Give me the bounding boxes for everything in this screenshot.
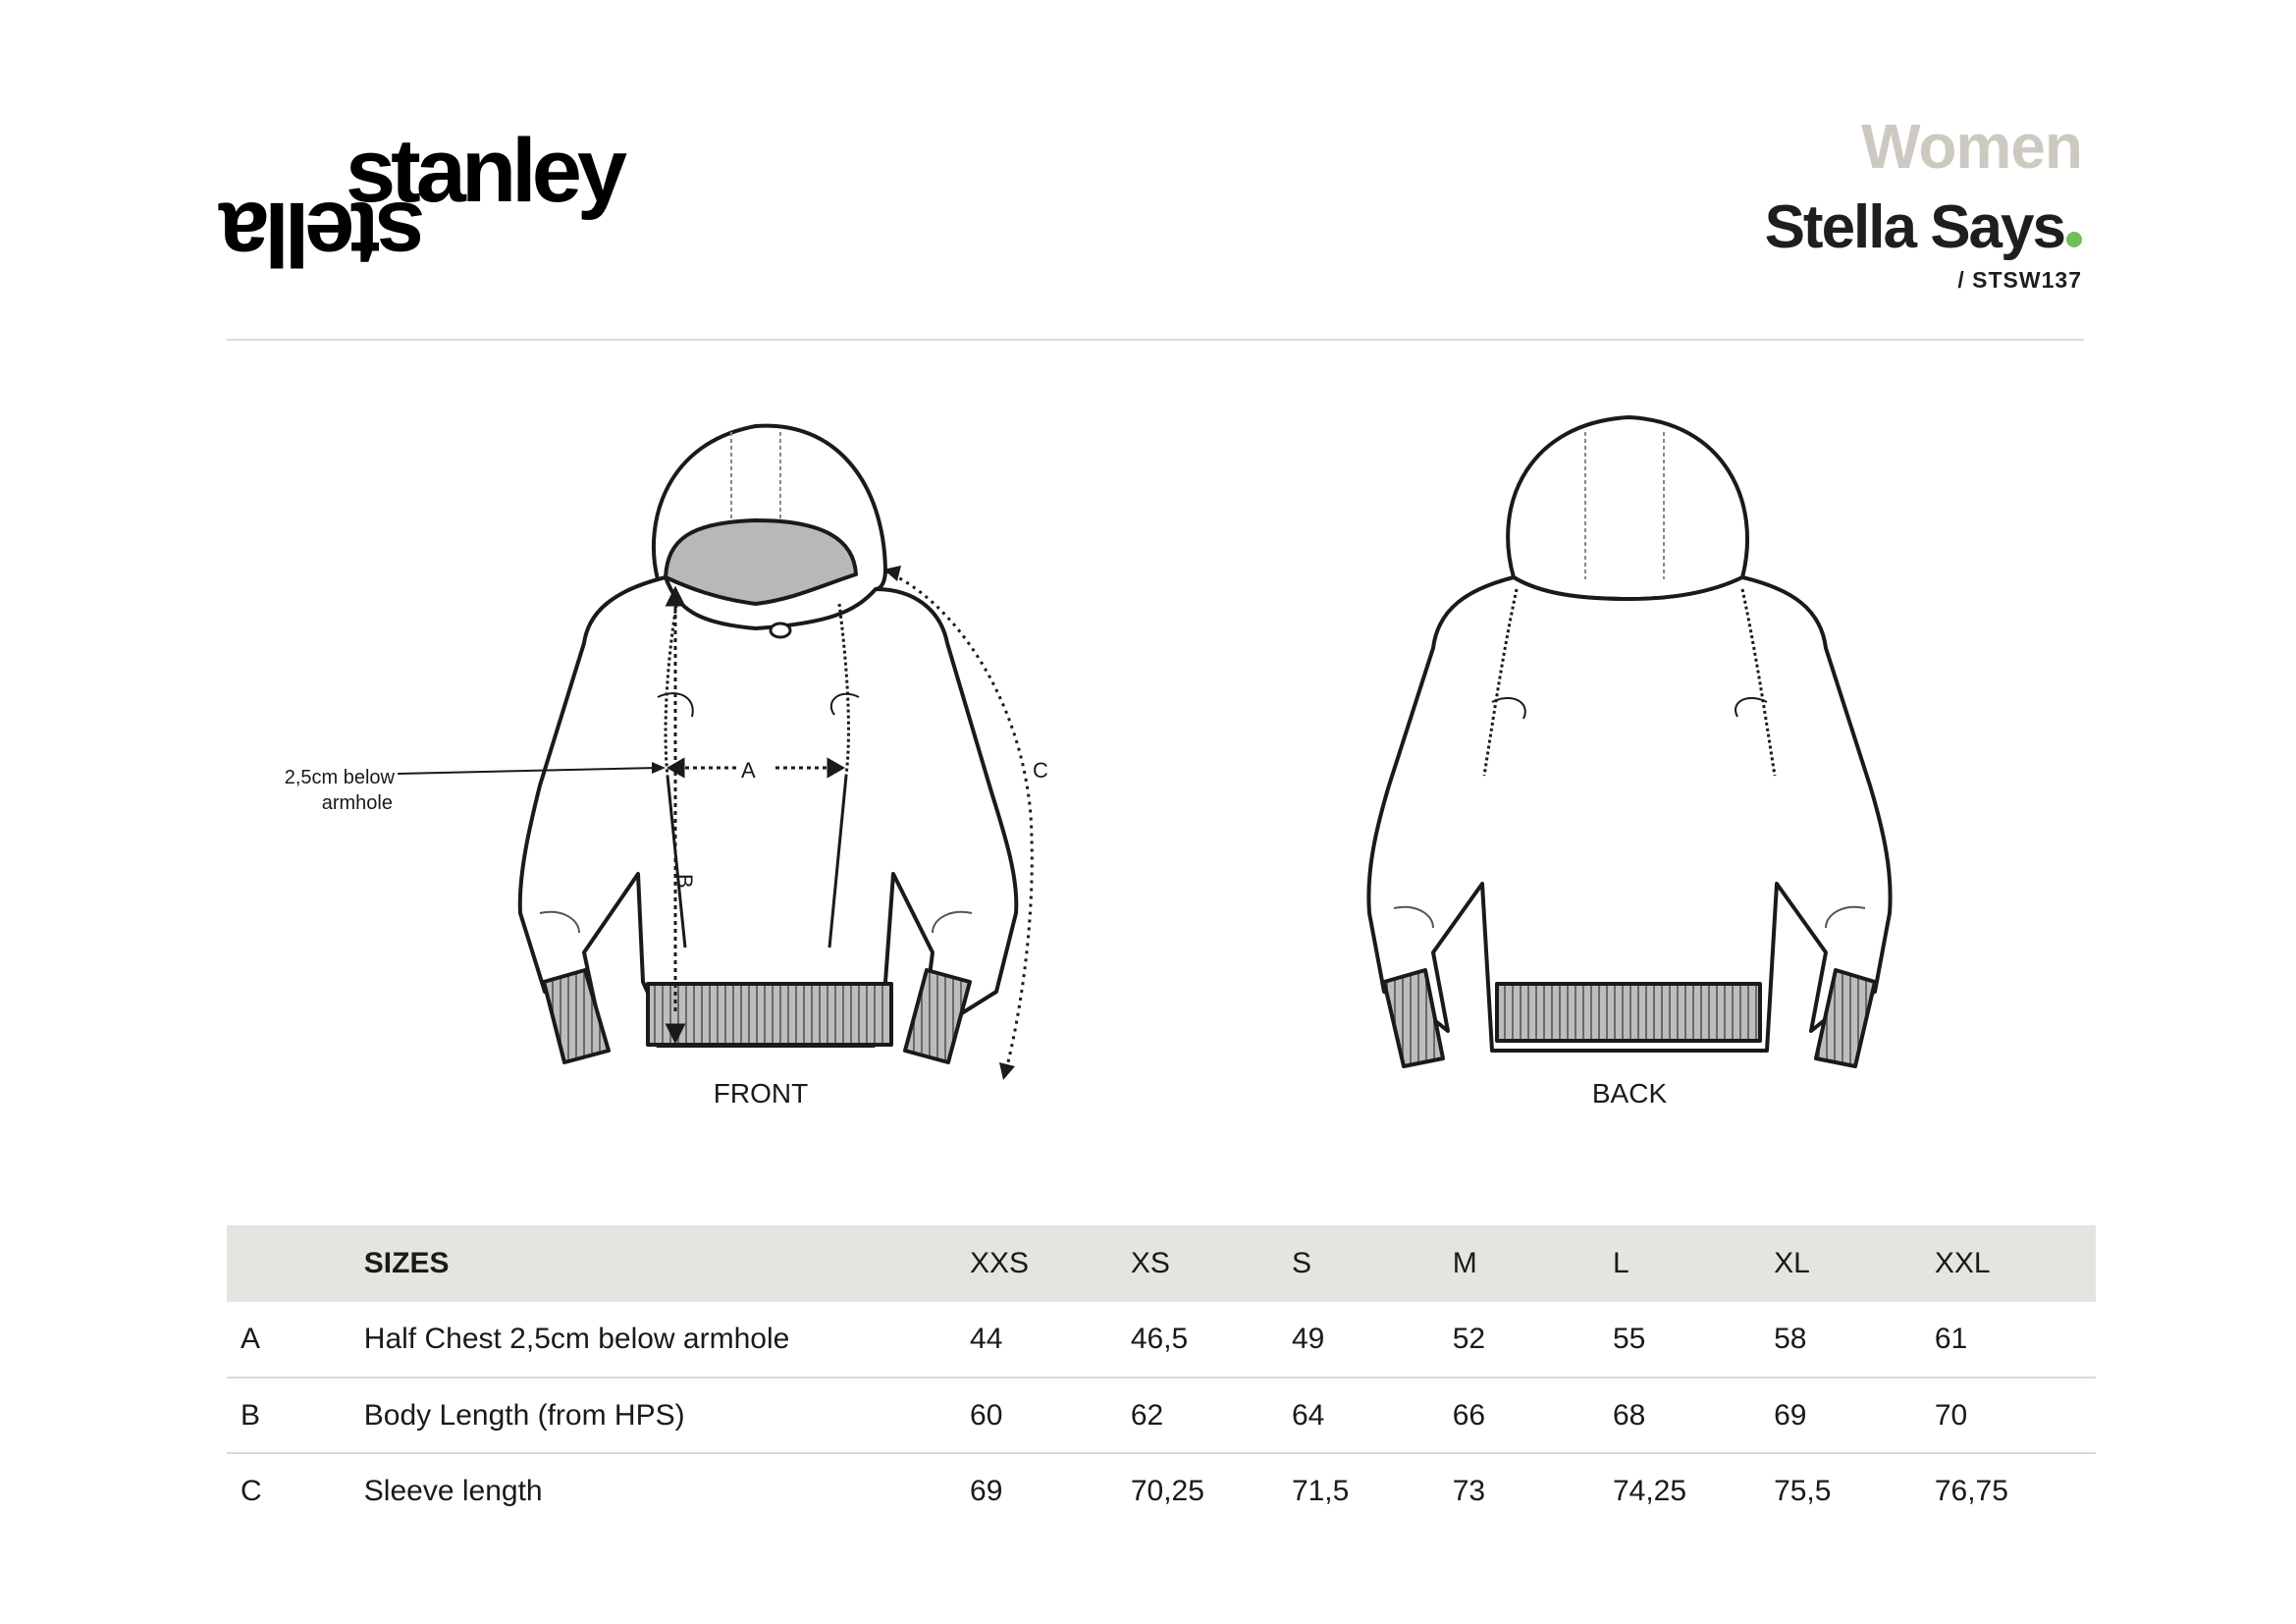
row-key: C xyxy=(240,1475,262,1507)
logo-word-stella: stella xyxy=(224,184,426,284)
cell-value: 52 xyxy=(1452,1323,1486,1355)
row-label: Sleeve length xyxy=(363,1475,543,1507)
cell-value: 73 xyxy=(1452,1475,1486,1507)
cell-value: 66 xyxy=(1452,1398,1486,1432)
cell-value: 58 xyxy=(1774,1323,1807,1355)
size-col: S xyxy=(1291,1247,1311,1279)
back-body xyxy=(1368,577,1890,1051)
cell-value: 64 xyxy=(1291,1398,1325,1432)
table-row xyxy=(227,1453,2096,1529)
cell-value: 70 xyxy=(1934,1398,1968,1432)
row-key: B xyxy=(240,1398,261,1432)
annotation-line2: armhole xyxy=(321,792,393,814)
marker-a-label: A xyxy=(741,758,756,783)
cell-value: 62 xyxy=(1130,1398,1164,1432)
cell-value: 60 xyxy=(970,1398,1003,1432)
size-col: M xyxy=(1452,1247,1477,1279)
front-waistband xyxy=(648,984,891,1045)
marker-b-label: B xyxy=(672,874,697,889)
size-col: XXL xyxy=(1934,1247,1991,1279)
logo-word-stanley: stanley xyxy=(346,121,623,221)
brand-logo xyxy=(224,121,623,284)
front-hood-lining xyxy=(666,520,856,604)
table-row xyxy=(227,1378,2096,1453)
front-left-cuff xyxy=(544,970,609,1062)
cell-value: 69 xyxy=(1774,1398,1807,1432)
product-code: / STSW137 xyxy=(1957,267,2082,293)
cell-value: 71,5 xyxy=(1291,1475,1350,1507)
header-empty-cell xyxy=(227,1225,364,1302)
cell-value: 44 xyxy=(970,1323,1003,1355)
marker-c-label: C xyxy=(1033,758,1048,783)
cell-value: 49 xyxy=(1291,1323,1325,1355)
back-waistband xyxy=(1497,984,1760,1041)
cell-value: 68 xyxy=(1612,1398,1646,1432)
front-hoodie-drawing xyxy=(245,403,1090,1129)
front-right-cuff xyxy=(905,970,970,1062)
sizes-heading: SIZES xyxy=(363,1247,450,1279)
cell-value: 46,5 xyxy=(1130,1323,1189,1355)
back-hood xyxy=(1508,417,1747,599)
size-table-header xyxy=(227,1225,2096,1302)
size-col: L xyxy=(1612,1247,1629,1279)
size-col: XS xyxy=(1130,1247,1170,1279)
row-label: Body Length (from HPS) xyxy=(363,1398,685,1432)
product-name xyxy=(1765,192,2082,262)
annotation-line1: 2,5cm below xyxy=(284,767,395,788)
row-label: Half Chest 2,5cm below armhole xyxy=(363,1323,790,1355)
front-view-label: FRONT xyxy=(713,1078,809,1109)
table-row xyxy=(227,1302,2096,1378)
cell-value: 76,75 xyxy=(1934,1475,2008,1507)
size-col: XL xyxy=(1774,1247,1810,1279)
gender-title: Women xyxy=(1861,111,2082,182)
size-table xyxy=(227,1225,2096,1529)
cell-value: 55 xyxy=(1612,1323,1646,1355)
cell-value: 75,5 xyxy=(1774,1475,1832,1507)
row-key: A xyxy=(240,1323,261,1355)
size-col: XXS xyxy=(970,1247,1030,1279)
cell-value: 61 xyxy=(1934,1323,1968,1355)
cell-value: 69 xyxy=(970,1475,1003,1507)
product-name-text: Stella Says xyxy=(1764,193,2064,261)
back-hoodie-drawing xyxy=(1355,403,1904,1129)
header-divider xyxy=(226,339,2084,341)
cell-value: 74,25 xyxy=(1612,1475,1687,1507)
back-view-label: BACK xyxy=(1591,1078,1668,1109)
green-dot-icon xyxy=(2066,232,2082,247)
cell-value: 70,25 xyxy=(1130,1475,1204,1507)
